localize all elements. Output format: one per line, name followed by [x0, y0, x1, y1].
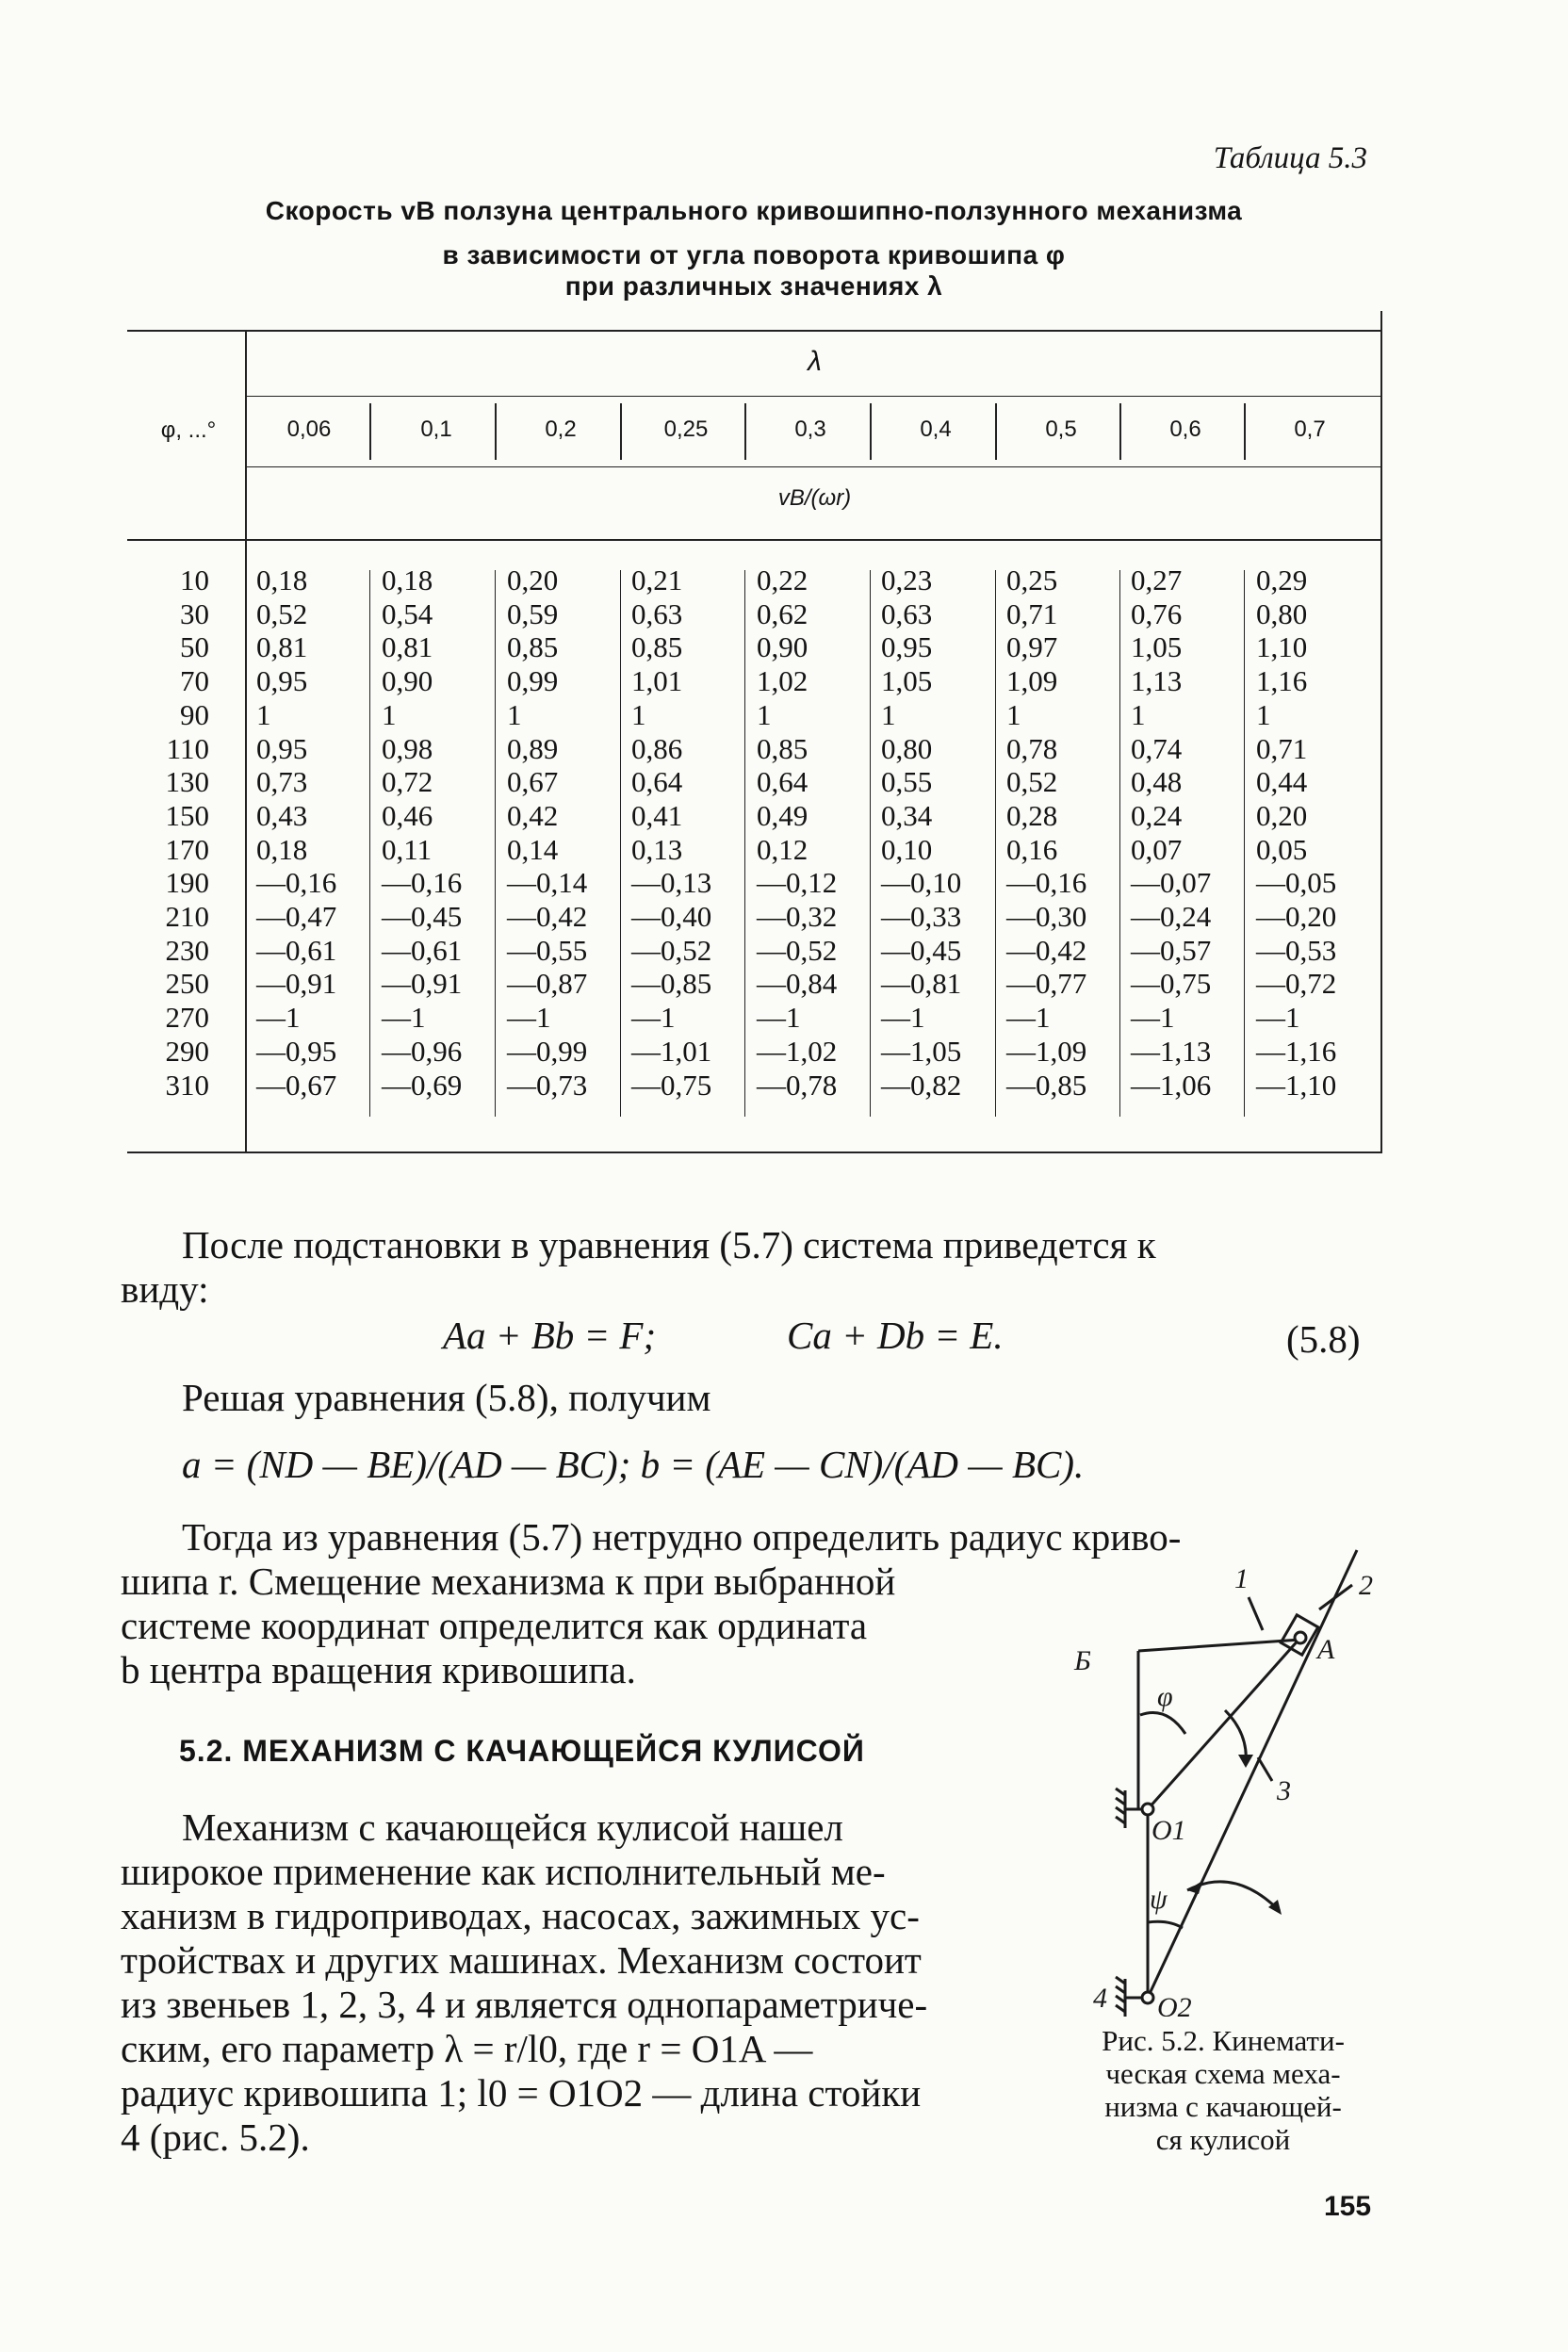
table-cell: —1,10 [1256, 1068, 1337, 1102]
lambda-value: 0,06 [286, 416, 332, 442]
label-b: Б [1074, 1645, 1091, 1676]
paragraph-3-line-3: системе координат определится как ордината [121, 1604, 868, 1647]
table-cell: 0,52 [1006, 765, 1058, 799]
table-cell: —1 [256, 1001, 301, 1035]
table-cell: 0,18 [256, 564, 308, 596]
table-cell: 0,95 [256, 731, 308, 765]
table-cell: —0,72 [1256, 967, 1337, 1001]
equation-5-8-number: (5.8) [1286, 1317, 1361, 1361]
phi-cell: 90 [180, 697, 209, 731]
table-cell: 0,05 [1256, 832, 1308, 866]
table-cell: 0,95 [256, 664, 308, 698]
table-cell: 0,85 [507, 630, 559, 664]
table-cell: 0,27 [1131, 564, 1183, 596]
table-cell: —0,16 [256, 866, 337, 900]
table-cell: 0,20 [507, 564, 559, 596]
table-cell: —0,40 [631, 900, 712, 933]
lambda-rule [247, 396, 1382, 397]
table-cell: —0,14 [507, 866, 588, 900]
phi-arc [1140, 1713, 1185, 1735]
table-cell: —0,61 [382, 933, 463, 967]
table-cell: 1,13 [1131, 664, 1183, 698]
table-cell: —0,20 [1256, 900, 1337, 933]
table-cell: 0,80 [881, 731, 933, 765]
column-divider [369, 570, 370, 1117]
table-cell: 0,25 [1006, 564, 1058, 596]
table-cell: 0,44 [1256, 765, 1308, 799]
phi-cell: 130 [165, 765, 209, 799]
equation-5-8-left: Aa + Bb = F; [443, 1314, 657, 1357]
table-cell: —1,05 [881, 1034, 962, 1068]
vb-header: vB/(ωr) [777, 485, 852, 511]
table-title-line-1: Скорость vB ползуна центрального кривошипно-ползунного механизма [265, 196, 1243, 225]
lambda-value: 0,25 [663, 416, 709, 442]
table-right-border [1380, 311, 1382, 1152]
table-cell: —0,33 [881, 900, 962, 933]
paragraph-3-line-1: Тогда из уравнения (5.7) нетрудно определить радиус криво- [182, 1515, 1182, 1559]
table-cell: —1 [631, 1001, 676, 1035]
paragraph-3-line-2: шипа r. Смещение механизма к при выбранной [121, 1560, 896, 1603]
table-cell: —0,53 [1256, 933, 1337, 967]
table-cell: 0,62 [757, 596, 808, 630]
table-cell: —0,77 [1006, 967, 1087, 1001]
paragraph-3-line-4: b центра вращения кривошипа. [121, 1648, 636, 1691]
lambda-value: 0,1 [420, 416, 452, 442]
table-cell: 0,22 [757, 564, 808, 596]
table-cell: 0,43 [256, 798, 308, 832]
lambda-divider [995, 403, 997, 460]
phi-cell: 110 [166, 731, 209, 765]
axis-line [1138, 1640, 1300, 1651]
table-cell: 0,20 [1256, 798, 1308, 832]
table-cell: 0,85 [757, 731, 808, 765]
table-cell: 1,05 [1131, 630, 1183, 664]
table-cell: —0,47 [256, 900, 337, 933]
pivot-o2 [1142, 1992, 1153, 2003]
table-cell: —0,45 [382, 900, 463, 933]
table-cell: 0,34 [881, 798, 933, 832]
label-a: A [1317, 1634, 1335, 1665]
label-1: 1 [1234, 1563, 1249, 1594]
table-cell: —1,02 [757, 1034, 838, 1068]
label-o2: O2 [1157, 1992, 1192, 2017]
table-cell: —0,91 [382, 967, 463, 1001]
phi-cell: 150 [165, 798, 209, 832]
table-cell: 1 [507, 697, 522, 731]
table-cell: 0,74 [1131, 731, 1183, 765]
table-cell: —0,84 [757, 967, 838, 1001]
table-cell: 0,28 [1006, 798, 1058, 832]
paragraph-4-line-2: широкое применение как исполнительный ме- [121, 1850, 886, 1893]
phi-cell: 190 [165, 866, 209, 900]
paragraph-1-line-1: После подстановки в уравнения (5.7) система приведется к [182, 1223, 1156, 1266]
column-divider [870, 570, 871, 1117]
table-cell: —0,82 [881, 1068, 962, 1102]
table-cell: —0,55 [507, 933, 588, 967]
table-cell: —1 [757, 1001, 801, 1035]
table-cell: 0,16 [1006, 832, 1058, 866]
table-title-line-2: в зависимости от угла поворота кривошипа φ [442, 240, 1066, 270]
table-bottom-rule [127, 1152, 1382, 1153]
label-psi: ψ [1150, 1884, 1168, 1915]
label-3: 3 [1277, 1775, 1291, 1806]
lambda-header: λ [808, 346, 822, 377]
table-cell: 0,89 [507, 731, 559, 765]
table-cell: 0,71 [1256, 731, 1308, 765]
table-cell: 0,54 [382, 596, 433, 630]
table-cell: 0,95 [881, 630, 933, 664]
table-cell: 0,71 [1006, 596, 1058, 630]
table-cell: 0,49 [757, 798, 808, 832]
paragraph-4-line-8: 4 (рис. 5.2). [121, 2115, 310, 2159]
table-cell: 0,85 [631, 630, 683, 664]
header-bottom-rule [127, 539, 1382, 541]
table-cell: —0,75 [1131, 967, 1212, 1001]
table-cell: 0,67 [507, 765, 559, 799]
table-cell: 0,18 [256, 832, 308, 866]
table-cell: 0,41 [631, 798, 683, 832]
table-cell: 0,21 [631, 564, 683, 596]
phi-cell: 230 [165, 933, 209, 967]
column-divider [1119, 570, 1120, 1117]
figure-caption-line-4: ся кулисой [1155, 2123, 1291, 2156]
phi-cell: 250 [165, 967, 209, 1001]
column-divider [495, 570, 496, 1117]
table-cell: 1 [256, 697, 271, 731]
phi-cell: 50 [180, 630, 209, 664]
phi-cell: 290 [165, 1034, 209, 1068]
table-cell: 0,24 [1131, 798, 1183, 832]
lambda-value: 0,2 [545, 416, 577, 442]
table-cell: —1,06 [1131, 1068, 1212, 1102]
equation-solution: a = (ND — BE)/(AD — BC); b = (AE — CN)/(AD — BC). [182, 1443, 1085, 1486]
lambda-values-rule [247, 466, 1382, 467]
lambda-value: 0,3 [794, 416, 826, 442]
table-cell: 1,10 [1256, 630, 1308, 664]
lambda-divider [369, 403, 371, 460]
phi-cell: 210 [165, 900, 209, 933]
table-cell: 0,29 [1256, 564, 1308, 596]
table-cell: 0,13 [631, 832, 683, 866]
swing-arrowhead-left [1187, 1881, 1202, 1894]
table-cell: —1,16 [1256, 1034, 1337, 1068]
lambda-divider [1244, 403, 1246, 460]
table-cell: —0,87 [507, 967, 588, 1001]
table-cell: —1 [1256, 1001, 1300, 1035]
table-cell: 0,72 [382, 765, 433, 799]
table-cell: —0,85 [1006, 1068, 1087, 1102]
lambda-divider [620, 403, 622, 460]
paragraph-4-line-7: радиус кривошипа 1; l0 = O1O2 — длина стойки [121, 2071, 922, 2115]
table-cell: 0,46 [382, 798, 433, 832]
label-2: 2 [1359, 1570, 1373, 1601]
table-cell: —0,16 [1006, 866, 1087, 900]
table-cell: —0,30 [1006, 900, 1087, 933]
table-cell: 0,86 [631, 731, 683, 765]
table-cell: —1 [1006, 1001, 1051, 1035]
table-cell: 0,97 [1006, 630, 1058, 664]
paragraph-2: Решая уравнения (5.8), получим [182, 1376, 711, 1419]
table-cell: 0,64 [757, 765, 808, 799]
table-cell: 0,76 [1131, 596, 1183, 630]
table-cell: —0,32 [757, 900, 838, 933]
table-cell: —1 [382, 1001, 426, 1035]
table-cell: 0,14 [507, 832, 559, 866]
table-cell: —0,57 [1131, 933, 1212, 967]
rotation-arrowhead [1238, 1755, 1253, 1768]
pivot-o1 [1142, 1804, 1153, 1815]
table-cell: 1 [1131, 697, 1146, 731]
table-cell: —0,13 [631, 866, 712, 900]
table-cell: 1,05 [881, 664, 933, 698]
table-cell: 1 [1006, 697, 1021, 731]
table-cell: —1 [1131, 1001, 1175, 1035]
table-cell: 0,99 [507, 664, 559, 698]
table-cell: —0,52 [757, 933, 838, 967]
label-4: 4 [1093, 1983, 1107, 2014]
table-cell: 1 [631, 697, 646, 731]
section-heading: 5.2. МЕХАНИЗМ С КАЧАЮЩЕЙСЯ КУЛИСОЙ [179, 1734, 865, 1768]
table-cell: —0,16 [382, 866, 463, 900]
column-divider [744, 570, 745, 1117]
table-cell: 0,52 [256, 596, 308, 630]
phi-cell: 70 [180, 664, 209, 698]
table-cell: —1,13 [1131, 1034, 1212, 1068]
table-cell: 0,11 [382, 832, 433, 866]
table-cell: 0,80 [1256, 596, 1308, 630]
paragraph-4-line-3: ханизм в гидроприводах, насосах, зажимных ус- [121, 1894, 920, 1937]
table-cell: —1 [507, 1001, 551, 1035]
table-cell: —0,42 [1006, 933, 1087, 967]
table-cell: 1,02 [757, 664, 808, 698]
table-cell: 0,73 [256, 765, 308, 799]
table-cell: 1,01 [631, 664, 683, 698]
table-cell: 0,63 [881, 596, 933, 630]
lambda-value: 0,6 [1169, 416, 1201, 442]
figure-caption-line-2: ческая схема меха- [1105, 2057, 1341, 2090]
table-cell: 0,90 [757, 630, 808, 664]
table-label: Таблица 5.3 [1213, 141, 1367, 175]
table-cell: 0,81 [256, 630, 308, 664]
table-cell: —0,95 [256, 1034, 337, 1068]
table-cell: 1 [382, 697, 397, 731]
table-cell: —0,12 [757, 866, 838, 900]
table-cell: —0,24 [1131, 900, 1212, 933]
table-cell: —0,69 [382, 1068, 463, 1102]
paragraph-4-line-6: ским, его параметр λ = r/l0, где r = O1A — [121, 2027, 813, 2070]
table-title-line-3: при различных значениях λ [564, 271, 943, 301]
table-cell: 0,23 [881, 564, 933, 596]
lambda-value: 0,4 [920, 416, 952, 442]
label-phi: φ [1157, 1681, 1173, 1712]
table-cell: —1,09 [1006, 1034, 1087, 1068]
lambda-divider [870, 403, 872, 460]
equation-5-8-right: Ca + Db = E. [787, 1314, 1004, 1357]
lambda-divider [495, 403, 497, 460]
table-cell: —1 [881, 1001, 925, 1035]
phi-column-divider [245, 330, 247, 1152]
table-cell: 0,64 [631, 765, 683, 799]
table-cell: —0,42 [507, 900, 588, 933]
table-cell: —0,81 [881, 967, 962, 1001]
table-cell: —0,61 [256, 933, 337, 967]
table-cell: —0,91 [256, 967, 337, 1001]
table-cell: 1 [1256, 697, 1271, 731]
table-cell: —0,10 [881, 866, 962, 900]
table-cell: 0,98 [382, 731, 433, 765]
table-cell: 0,78 [1006, 731, 1058, 765]
phi-cell: 270 [165, 1001, 209, 1035]
table-cell: —0,96 [382, 1034, 463, 1068]
table-cell: —0,78 [757, 1068, 838, 1102]
table-cell: —0,67 [256, 1068, 337, 1102]
table-cell: 0,18 [382, 564, 433, 596]
table-cell: 0,48 [1131, 765, 1183, 799]
table-cell: 0,90 [382, 664, 433, 698]
table-cell: —0,07 [1131, 866, 1212, 900]
phi-cell: 310 [165, 1068, 209, 1102]
table-cell: 0,42 [507, 798, 559, 832]
table-cell: —0,85 [631, 967, 712, 1001]
paragraph-4-line-4: тройствах и других машинах. Механизм состоит [121, 1938, 922, 1982]
table-cell: 0,10 [881, 832, 933, 866]
phi-cell: 10 [180, 564, 209, 596]
table-cell: 1,09 [1006, 664, 1058, 698]
table-cell: 1,16 [1256, 664, 1308, 698]
table-cell: —0,75 [631, 1068, 712, 1102]
lambda-value: 0,7 [1294, 416, 1326, 442]
figure-caption-line-3: низма с качающей- [1104, 2090, 1342, 2123]
psi-arc [1148, 1921, 1183, 1928]
paragraph-4-line-1: Механизм с качающейся кулисой нашел [182, 1805, 843, 1849]
table-cell: 0,55 [881, 765, 933, 799]
phi-header: φ, ...° [160, 417, 217, 443]
lambda-divider [1119, 403, 1121, 460]
mechanism-diagram [1046, 1508, 1404, 2017]
table-cell: —1,01 [631, 1034, 712, 1068]
table-cell: —0,52 [631, 933, 712, 967]
table-cell: 0,07 [1131, 832, 1183, 866]
column-divider [1244, 570, 1245, 1117]
paragraph-4-line-5: из звеньев 1, 2, 3, 4 и является однопараметриче- [121, 1983, 928, 2026]
page-number: 155 [1324, 2191, 1372, 2222]
table-cell: 1 [881, 697, 896, 731]
table-cell: —0,73 [507, 1068, 588, 1102]
column-divider [620, 570, 621, 1117]
pivot-a [1295, 1632, 1306, 1643]
column-divider [995, 570, 996, 1117]
table-right-border-tail [1380, 1121, 1382, 1150]
table-cell: 1 [757, 697, 772, 731]
figure-caption-line-1: Рис. 5.2. Кинемати- [1102, 2024, 1345, 2057]
table-cell: 0,59 [507, 596, 559, 630]
table-cell: —0,99 [507, 1034, 588, 1068]
phi-cell: 30 [180, 596, 209, 630]
paragraph-1-line-2: виду: [121, 1267, 209, 1311]
table-cell: 0,81 [382, 630, 433, 664]
label-o1: O1 [1152, 1815, 1186, 1846]
table-cell: 0,63 [631, 596, 683, 630]
table-cell: —0,05 [1256, 866, 1337, 900]
phi-cell: 170 [165, 832, 209, 866]
lambda-value: 0,5 [1045, 416, 1077, 442]
table-top-rule [127, 330, 1382, 332]
lambda-divider [744, 403, 746, 460]
table-cell: —0,45 [881, 933, 962, 967]
table-cell: 0,12 [757, 832, 808, 866]
